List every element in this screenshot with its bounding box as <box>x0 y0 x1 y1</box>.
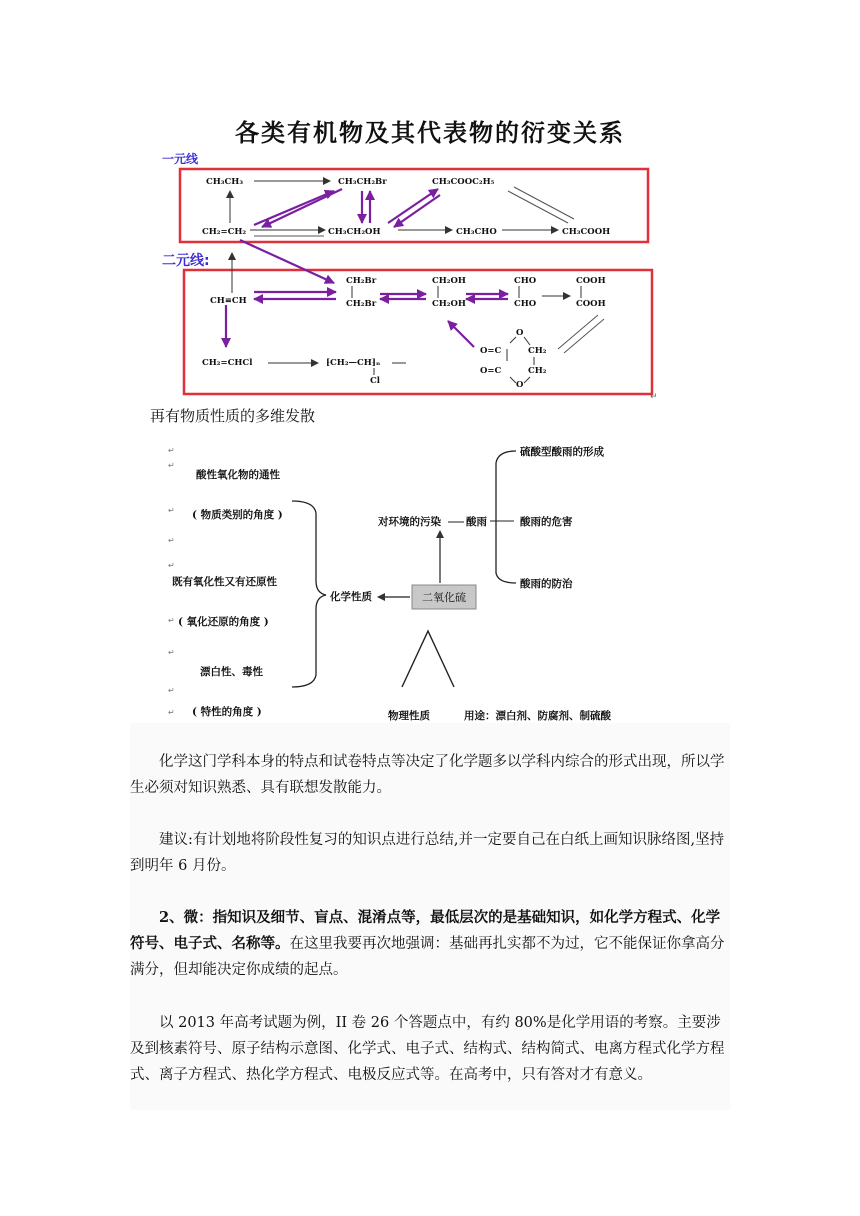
hollow-arrow-acid-ester-1 <box>508 191 568 223</box>
left-item-4: ( 氧化还原的角度 ) <box>178 616 269 628</box>
right-item-3: 酸雨的防治 <box>520 578 573 590</box>
purple-ester-ethanol <box>394 195 440 227</box>
pvc-cl: Cl <box>370 376 380 386</box>
paragraph-3 <box>130 905 730 983</box>
bond-ester-o1 <box>510 337 516 343</box>
svg-text:↵: ↵ <box>168 648 175 657</box>
ethylene: CH₂=CH₂ <box>202 227 247 237</box>
acetic-acid: CH₃COOH <box>562 227 611 237</box>
svg-text:↵: ↵ <box>168 708 175 717</box>
physical-label: 物理性质 <box>388 710 430 722</box>
ester-co-top: O=C <box>480 346 502 356</box>
left-item-1: 酸性氧化物的通性 <box>196 469 280 481</box>
dibromo-bottom: CH₂Br <box>346 299 377 309</box>
svg-text:↵: ↵ <box>168 616 175 625</box>
bond-ester-o3 <box>524 337 530 345</box>
svg-text:↵: ↵ <box>168 536 175 545</box>
glycol-top: CH₂OH <box>432 276 466 286</box>
purple-ethylene-bromo <box>254 191 334 225</box>
left-bracket <box>292 501 326 687</box>
svg-text:↵: ↵ <box>168 506 175 515</box>
right-bracket <box>496 451 516 583</box>
box-divalent <box>184 270 652 394</box>
svg-text:↵: ↵ <box>168 446 175 455</box>
right-item-1: 硫酸型酸雨的形成 <box>520 446 604 458</box>
left-item-3: 既有氧化性又有还原性 <box>172 576 277 588</box>
left-item-5: 漂白性、毒性 <box>200 666 263 678</box>
hollow-arrow-acid-ester-2 <box>514 187 574 219</box>
subtitle-properties: 再有物质性质的多维发散 <box>150 407 316 425</box>
pollution-label: 对环境的污染 <box>378 516 441 528</box>
purple-ester-glycol <box>448 321 474 347</box>
diagram-title: 各类有机物及其代表物的衍变关系 <box>235 119 625 147</box>
label-two-line: 二元线: <box>162 253 210 269</box>
vinyl-chloride: CH₂=CHCl <box>202 358 253 368</box>
fork-arrows <box>402 631 454 687</box>
purple-bromo-ethylene <box>262 189 342 227</box>
svg-text:↵: ↵ <box>168 561 175 570</box>
hollow-oxalic-ester-1 <box>558 315 598 349</box>
center-label: 二氧化硫 <box>422 591 466 604</box>
paragraph-1: 化学这门学科本身的特点和试卷特点等决定了化学题多以学科内综合的形式出现，所以学生必须对知识熟悉、具有联想发散能力。 <box>130 754 725 796</box>
oxalic-top: COOH <box>576 276 606 286</box>
svg-text:↵: ↵ <box>168 686 175 695</box>
ester-o-bottom: O <box>516 380 524 390</box>
paragraph-2: 建议:有计划地将阶段性复习的知识点进行总结,并一定要自己在白纸上画知识脉络图,坚持到明年 6 月份。 <box>130 832 725 874</box>
bromoethane: CH₃CH₂Br <box>338 177 387 187</box>
ester-ch2-bottom: CH₂ <box>528 366 547 376</box>
svg-text:↵: ↵ <box>650 392 658 402</box>
left-item-2: ( 物质类别的角度 ) <box>192 509 283 521</box>
paragraph-4: 以 2013 年高考试题为例，II 卷 26 个答题点中，有约 80%是化学用语的考察。主要涉及到核素符号、原子结构示意图、化学式、电子式、结构式、结构简式、电离方程式化学方程式、离子方程式、热化学方程式、电极反应式等。在高考中，只有答对才有意义。 <box>130 1015 725 1083</box>
pvc-chain: ⁅CH₂—CH⁆ₙ <box>326 358 381 368</box>
glyoxal-bottom: CHO <box>514 299 537 309</box>
ester-ch2-top: CH₂ <box>528 346 547 356</box>
acid-rain-label: 酸雨 <box>466 516 487 528</box>
label-one-line: 一元线 <box>162 152 199 166</box>
paragraph-3-bold: 2、微：指知识及细节、盲点、混淆点等，最低层次的是基础知识，如化学方程式、化学符号、电子式、名称等。 <box>130 909 721 952</box>
chem-props-label: 化学性质 <box>330 591 372 603</box>
bond-ester-o4 <box>524 377 530 383</box>
oxalic-bottom: COOH <box>576 299 606 309</box>
ethanol: CH₃CH₂OH <box>328 227 381 237</box>
dibromo-top: CH₂Br <box>346 276 377 286</box>
ester-o-top: O <box>516 328 524 338</box>
ethyl-acetate: CH₃COOC₂H₅ <box>432 177 495 187</box>
ester-co-bottom: O=C <box>480 366 502 376</box>
acetylene: CH≡CH <box>210 296 247 306</box>
svg-text:↵: ↵ <box>168 461 175 470</box>
hollow-oxalic-ester-2 <box>564 319 604 353</box>
uses-label: 用途：漂白剂、防腐剂、制硫酸 <box>464 710 611 722</box>
purple-ethanol-ester <box>388 189 438 223</box>
paragraph-3-rest: 在这里我要再次地强调：基础再扎实都不为过，它不能保证你拿高分满分，但却能决定你成绩的起点。 <box>130 936 725 978</box>
left-item-6: ( 特性的角度 ) <box>192 706 262 718</box>
glyoxal-top: CHO <box>514 276 537 286</box>
figure-organic-relations <box>130 103 730 723</box>
acetaldehyde: CH₃CHO <box>456 227 497 237</box>
purple-ethylene-dibromo <box>240 240 334 283</box>
glycol-bottom: CH₂OH <box>432 299 466 309</box>
right-item-2: 酸雨的危害 <box>520 516 573 528</box>
diagram-svg <box>130 103 730 723</box>
ethane: CH₃CH₃ <box>206 177 244 187</box>
